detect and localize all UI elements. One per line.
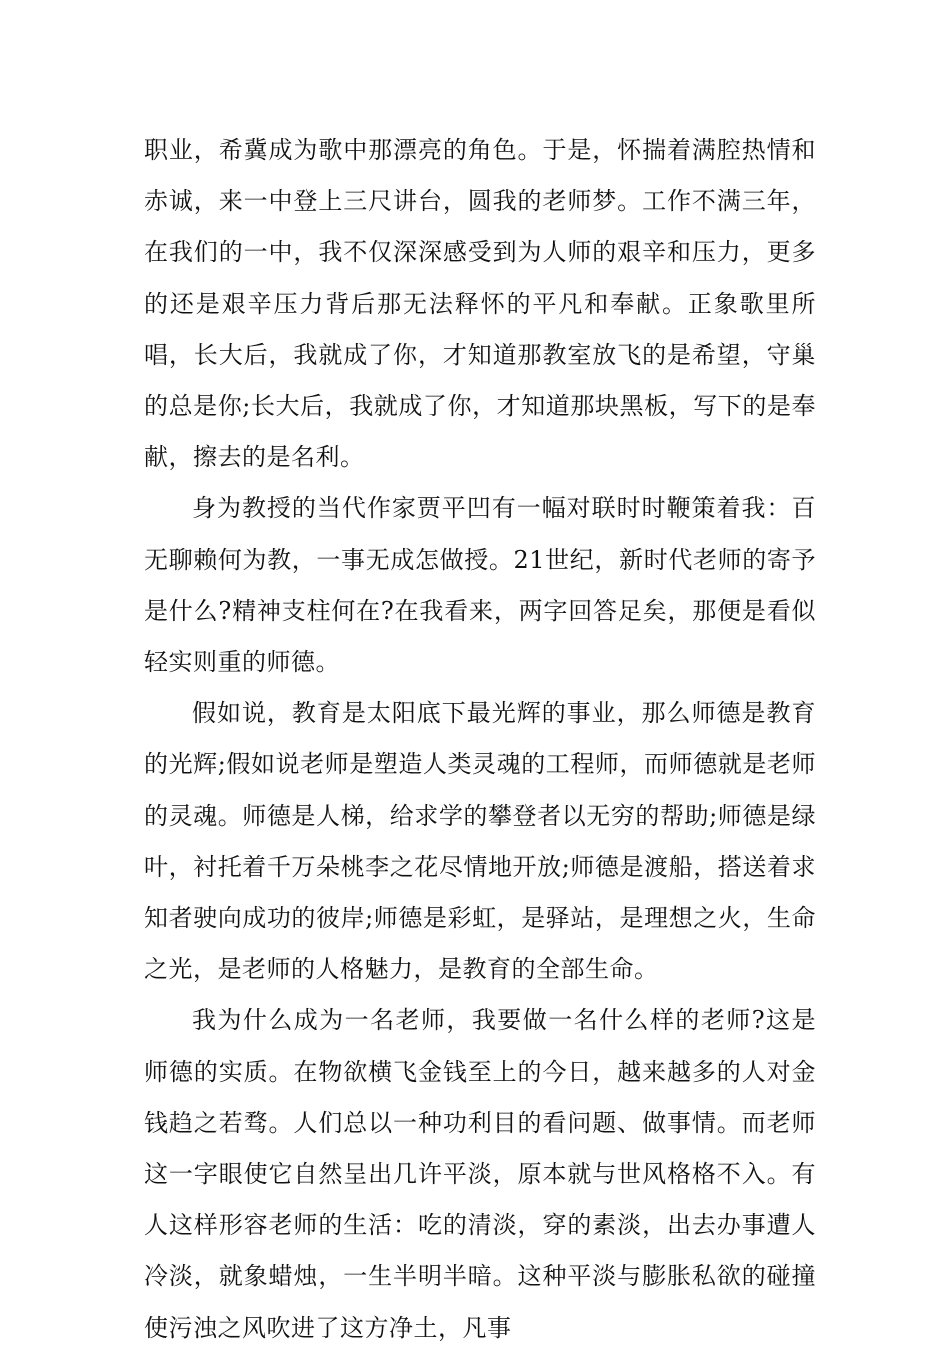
paragraph-jia-pingwa: 身为教授的当代作家贾平凹有一幅对联时时鞭策着我：百无聊赖何为教，一事无成怎做授。21世纪，新时代老师的寄予是什么?精神支柱何在?在我看来，两字回答足矣，那便是看似轻实则重的师德。 <box>144 494 816 677</box>
body-text <box>144 125 816 1354</box>
paragraph-teacher-ethics: 假如说，教育是太阳底下最光辉的事业，那么师德是教育的光辉;假如说老师是塑造人类灵魂的工程师，而师德就是老师的灵魂。师德是人梯，给求学的攀登者以无穷的帮助;师德是绿叶，衬托着千万朵桃李之花尽情地开放;师德是渡船，搭送着求知者驶向成功的彼岸;师德是彩虹，是驿站，是理想之火，生命之光，是老师的人格魅力，是教育的全部生命。 <box>144 699 816 984</box>
paragraph-continuation: 职业，希冀成为歌中那漂亮的角色。于是，怀揣着满腔热情和赤诚，来一中登上三尺讲台，圆我的老师梦。工作不满三年，在我们的一中，我不仅深深感受到为人师的艰辛和压力，更多的还是艰辛压力背后那无法释怀的平凡和奉献。正象歌里所唱，长大后，我就成了你，才知道那教室放飞的是希望，守巢的总是你;长大后，我就成了你，才知道那块黑板，写下的是奉献，擦去的是名利。 <box>144 136 816 472</box>
paragraph-why-teacher: 我为什么成为一名老师，我要做一名什么样的老师?这是师德的实质。在物欲横飞金钱至上的今日，越来越多的人对金钱趋之若骛。人们总以一种功利目的看问题、做事情。而老师这一字眼使它自然呈出几许平淡，原本就与世风格格不入。有人这样形容老师的生活：吃的清淡，穿的素淡，出去办事遭人冷淡，就象蜡烛，一生半明半暗。这种平淡与膨胀私欲的碰撞使污浊之风吹进了这方净土，凡事 <box>144 1006 816 1342</box>
